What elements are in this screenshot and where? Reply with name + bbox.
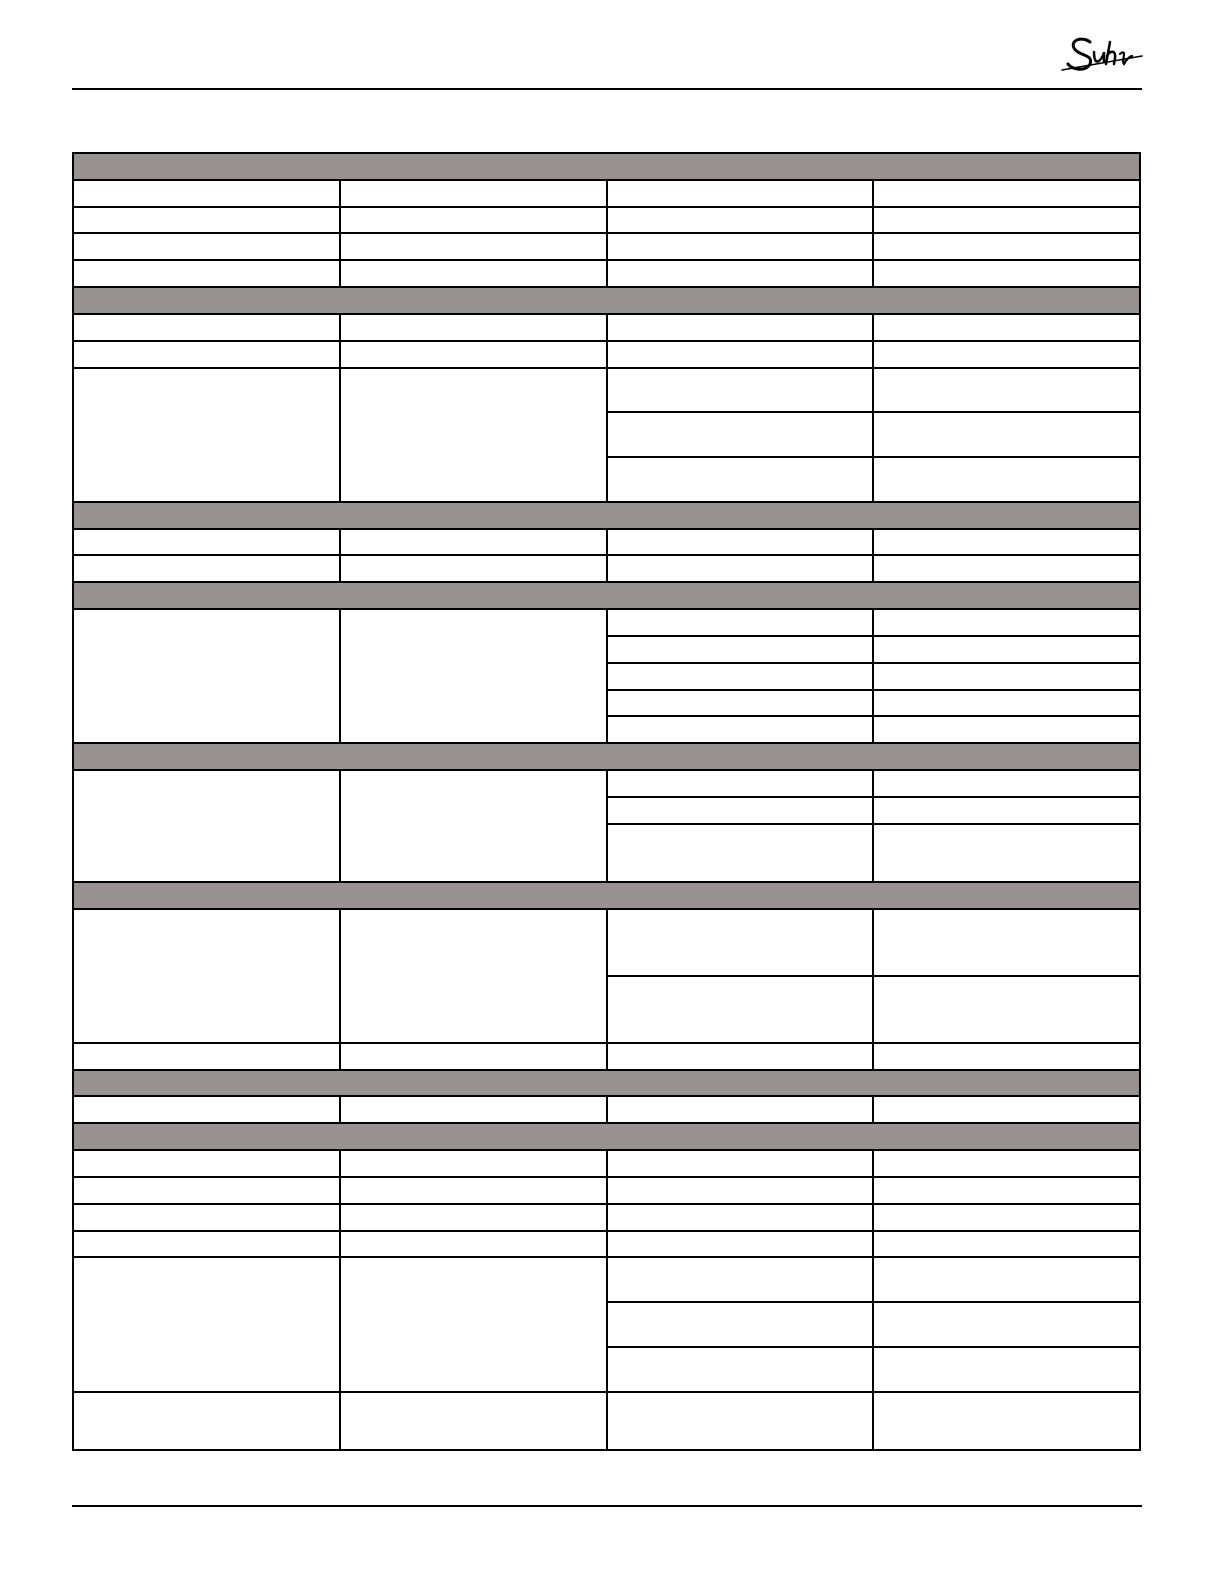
merged-cell xyxy=(340,909,607,1043)
table-cell xyxy=(873,260,1140,287)
table-cell xyxy=(340,314,607,341)
table-row xyxy=(73,1257,1140,1302)
table-cell xyxy=(873,1347,1140,1392)
table-cell xyxy=(73,207,340,234)
table-cell xyxy=(73,1150,340,1177)
table-cell xyxy=(873,1096,1140,1123)
table-row xyxy=(73,368,1140,413)
table-row xyxy=(73,1096,1140,1123)
table-cell xyxy=(873,555,1140,582)
merged-cell xyxy=(340,368,607,502)
table-cell xyxy=(607,1043,874,1070)
table-row xyxy=(73,1043,1140,1070)
table-cell xyxy=(873,690,1140,717)
table-cell xyxy=(873,457,1140,502)
section-header xyxy=(73,287,1140,314)
table-cell xyxy=(340,207,607,234)
table-cell xyxy=(340,555,607,582)
table-cell xyxy=(73,233,340,260)
table-cell xyxy=(607,1302,874,1347)
table-cell xyxy=(873,341,1140,368)
table-cell xyxy=(607,260,874,287)
table-cell xyxy=(607,609,874,636)
table-cell xyxy=(73,314,340,341)
section-title xyxy=(73,1123,1140,1150)
table-cell xyxy=(873,824,1140,882)
footer-rule xyxy=(72,1505,1142,1507)
table-cell xyxy=(873,314,1140,341)
table-cell xyxy=(73,1043,340,1070)
table-row xyxy=(73,1150,1140,1177)
table-row xyxy=(73,207,1140,234)
merged-cell xyxy=(73,909,340,1043)
table-cell xyxy=(340,1043,607,1070)
table-cell xyxy=(873,368,1140,413)
header-rule xyxy=(72,88,1142,90)
table-cell xyxy=(340,1392,607,1450)
merged-cell xyxy=(340,609,607,743)
section-title xyxy=(73,287,1140,314)
table-cell xyxy=(340,1096,607,1123)
table-cell xyxy=(607,207,874,234)
merged-cell xyxy=(340,1257,607,1392)
section-title xyxy=(73,153,1140,180)
section-title xyxy=(73,582,1140,609)
table-row xyxy=(73,1231,1140,1258)
table-row xyxy=(73,555,1140,582)
section-header xyxy=(73,1123,1140,1150)
table-cell xyxy=(73,1096,340,1123)
table-cell xyxy=(607,1150,874,1177)
table-cell xyxy=(873,976,1140,1043)
table-cell xyxy=(607,457,874,502)
table-row xyxy=(73,341,1140,368)
table-row xyxy=(73,314,1140,341)
table-cell xyxy=(607,663,874,690)
section-title xyxy=(73,502,1140,529)
table-cell xyxy=(340,260,607,287)
table-cell xyxy=(607,341,874,368)
merged-cell xyxy=(73,609,340,743)
table-cell xyxy=(340,180,607,207)
table-cell xyxy=(607,180,874,207)
table-row xyxy=(73,233,1140,260)
table-row xyxy=(73,609,1140,636)
merged-cell xyxy=(340,770,607,882)
table-cell xyxy=(340,341,607,368)
table-cell xyxy=(873,1177,1140,1204)
section-header xyxy=(73,502,1140,529)
table-cell xyxy=(873,233,1140,260)
table-cell xyxy=(340,529,607,556)
table-cell xyxy=(607,770,874,797)
table-row xyxy=(73,260,1140,287)
table-cell xyxy=(73,1392,340,1450)
table-cell xyxy=(607,636,874,663)
table-cell xyxy=(607,1257,874,1302)
table-row xyxy=(73,1392,1140,1450)
merged-cell xyxy=(73,1257,340,1392)
table-cell xyxy=(340,233,607,260)
table-cell xyxy=(873,909,1140,976)
table-cell xyxy=(340,1231,607,1258)
suhr-logo xyxy=(1060,30,1148,78)
section-header xyxy=(73,1070,1140,1097)
table-cell xyxy=(873,770,1140,797)
table-cell xyxy=(73,555,340,582)
table-row xyxy=(73,180,1140,207)
section-title xyxy=(73,882,1140,909)
table-cell xyxy=(873,1150,1140,1177)
table-cell xyxy=(340,1177,607,1204)
table-cell xyxy=(607,1392,874,1450)
table-cell xyxy=(73,180,340,207)
table-cell xyxy=(73,260,340,287)
table-cell xyxy=(607,529,874,556)
table-cell xyxy=(607,555,874,582)
table-cell xyxy=(873,797,1140,824)
table-cell xyxy=(873,1302,1140,1347)
table-cell xyxy=(607,797,874,824)
table-cell xyxy=(873,1231,1140,1258)
table-row xyxy=(73,909,1140,976)
table-cell xyxy=(340,1150,607,1177)
table-cell xyxy=(607,1096,874,1123)
table-cell xyxy=(607,690,874,717)
table-cell xyxy=(873,529,1140,556)
table-cell xyxy=(873,180,1140,207)
table-row xyxy=(73,1204,1140,1231)
table-cell xyxy=(873,412,1140,457)
section-header xyxy=(73,153,1140,180)
specifications-table xyxy=(72,152,1141,1451)
table-cell xyxy=(607,824,874,882)
table-cell xyxy=(73,341,340,368)
table-cell xyxy=(607,1347,874,1392)
merged-cell xyxy=(73,770,340,882)
table-cell xyxy=(607,412,874,457)
table-cell xyxy=(873,609,1140,636)
table-cell xyxy=(873,1204,1140,1231)
table-cell xyxy=(873,1257,1140,1302)
table-cell xyxy=(607,1204,874,1231)
table-cell xyxy=(73,529,340,556)
table-cell xyxy=(873,1392,1140,1450)
section-title xyxy=(73,743,1140,770)
table-cell xyxy=(607,716,874,743)
table-cell xyxy=(340,1204,607,1231)
table-cell xyxy=(607,909,874,976)
table-cell xyxy=(607,233,874,260)
table-cell xyxy=(607,1177,874,1204)
section-title xyxy=(73,1070,1140,1097)
table-cell xyxy=(873,1043,1140,1070)
table-cell xyxy=(607,1231,874,1258)
section-header xyxy=(73,582,1140,609)
table-row xyxy=(73,770,1140,797)
table-cell xyxy=(607,314,874,341)
table-row xyxy=(73,529,1140,556)
section-header xyxy=(73,882,1140,909)
table-cell xyxy=(873,716,1140,743)
table-cell xyxy=(607,976,874,1043)
table-cell xyxy=(73,1204,340,1231)
section-header xyxy=(73,743,1140,770)
table-cell xyxy=(873,207,1140,234)
merged-cell xyxy=(73,368,340,502)
table-cell xyxy=(873,663,1140,690)
table-row xyxy=(73,1177,1140,1204)
table-cell xyxy=(73,1177,340,1204)
table-cell xyxy=(873,636,1140,663)
table-cell xyxy=(73,1231,340,1258)
table-cell xyxy=(607,368,874,413)
